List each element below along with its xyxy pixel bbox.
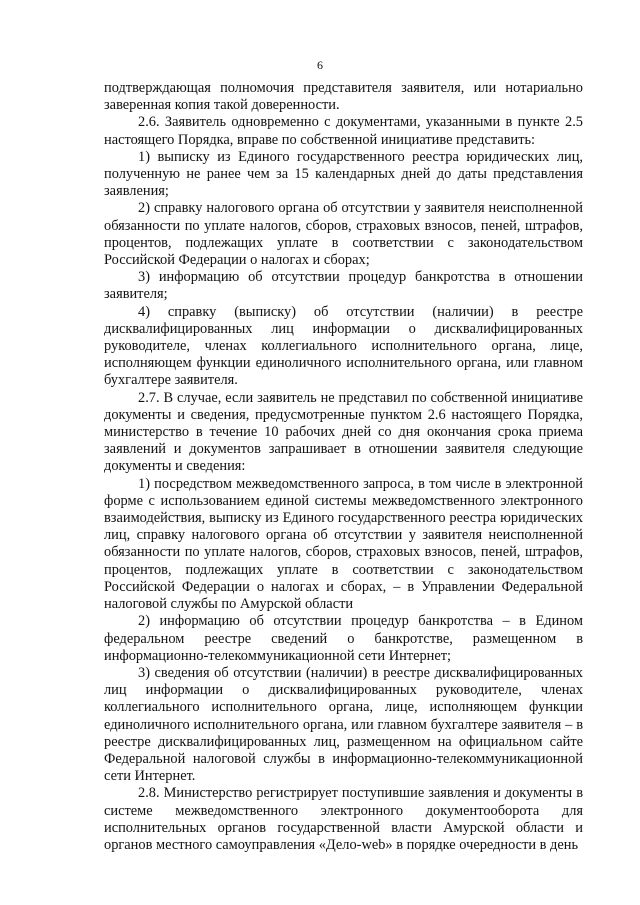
paragraph: 2) информацию об отсутствии процедур банкротства – в Едином федеральном реестре сведений о банкротстве, размещенном в информационно-телекоммуникационной сети Интернет; bbox=[104, 613, 583, 664]
paragraph: подтверждающая полномочия представителя заявителя, или нотариально заверенная копия такой доверенности. bbox=[104, 80, 583, 114]
paragraph: 1) выписку из Единого государственного реестра юридических лиц, полученную не ранее чем за 15 календарных дней до даты представления заявления; bbox=[104, 148, 583, 200]
document-body bbox=[104, 80, 583, 854]
paragraph: 2.8. Министерство регистрирует поступившие заявления и документы в системе межведомственного электронного документооборота для исполнительных органов государственной власти Амурской области и органов местного самоуправления «Дело-web» в порядке очередности в день bbox=[104, 785, 583, 853]
paragraph: 3) информацию об отсутствии процедур банкротства в отношении заявителя; bbox=[104, 269, 583, 303]
paragraph: 1) посредством межведомственного запроса, в том числе в электронной форме с использованием единой системы межведомственного электронного взаимодействия, выписку из Единого государственного реестра юридических лиц, справку налогового органа об отсутствии у заявителя неисполненной обязанности по уплате налогов, сборов, страховых взносов, пеней, штрафов, процентов, подлежащих уплате в соответствии с законодательством Российской Федерации о налогах и сборах, – в Управлении Федеральной налоговой службы по Амурской области bbox=[104, 475, 583, 613]
paragraph: 2.7. В случае, если заявитель не представил по собственной инициативе документы и сведения, предусмотренные пунктом 2.6 настоящего Порядка, министерство в течение 10 рабочих дней со дня окончания срока приема заявлений и документов запрашивает в отношении заявителя следующие документы и сведения: bbox=[104, 389, 583, 475]
paragraph: 2.6. Заявитель одновременно с документами, указанными в пункте 2.5 настоящего Порядка, вправе по собственной инициативе представить: bbox=[104, 114, 583, 148]
paragraph: 4) справку (выписку) об отсутствии (наличии) в реестре дисквалифицированных лиц информации о дисквалифицированных руководителе, членах коллегиального исполнительного органа, лице, исполняющем функции единоличного исполнительного органа, или главном бухгалтере заявителя. bbox=[104, 303, 583, 389]
paragraph: 3) сведения об отсутствии (наличии) в реестре дисквалифицированных лиц информации о дисквалифицированных руководителе, членах коллегиального исполнительного органа, лице, исполняющем функции единоличного исполнительного органа, или главном бухгалтере заявителя – в реестре дисквалифицированных лиц, размещенном на официальном сайте Федеральной налоговой службы в информационно-телекоммуникационной сети Интернет. bbox=[104, 664, 583, 785]
paragraph: 2) справку налогового органа об отсутствии у заявителя неисполненной обязанности по уплате налогов, сборов, страховых взносов, пеней, штрафов, процентов, подлежащих уплате в соответствии с законодательством Российской Федерации о налогах и сборах; bbox=[104, 200, 583, 269]
page-number: 6 bbox=[317, 58, 323, 72]
